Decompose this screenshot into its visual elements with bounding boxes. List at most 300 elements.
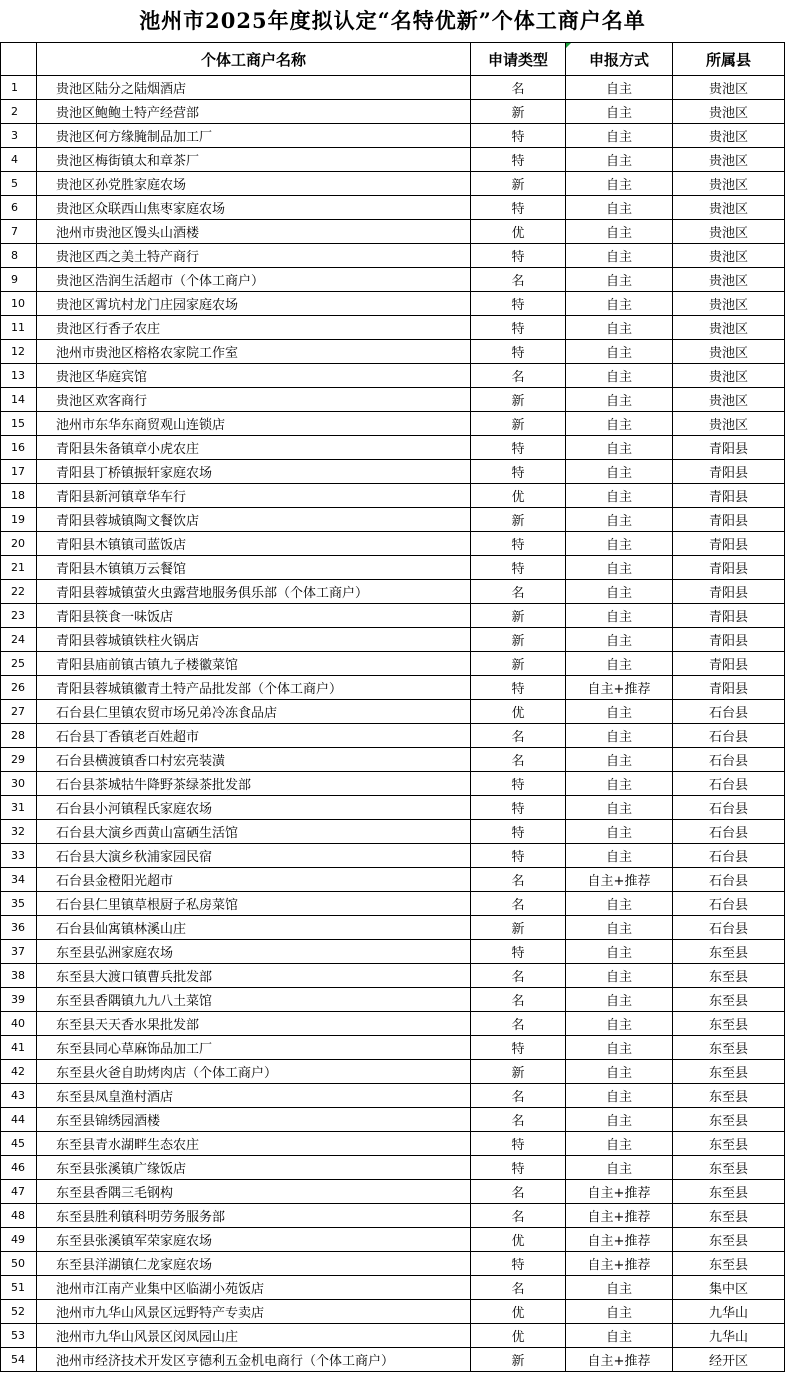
merchant-name: 石台县小河镇程氏家庭农场 bbox=[37, 796, 471, 820]
row-index: 8 bbox=[1, 244, 37, 268]
merchant-name: 池州市东华东商贸观山连锁店 bbox=[37, 412, 471, 436]
county: 贵池区 bbox=[673, 412, 785, 436]
row-index: 6 bbox=[1, 196, 37, 220]
application-method: 自主+推荐 bbox=[566, 1204, 673, 1228]
header-method: 申报方式 bbox=[566, 43, 673, 76]
table-row bbox=[1, 1228, 785, 1252]
application-method: 自主 bbox=[566, 196, 673, 220]
application-method: 自主+推荐 bbox=[566, 868, 673, 892]
application-method: 自主 bbox=[566, 556, 673, 580]
county: 东至县 bbox=[673, 1012, 785, 1036]
application-method: 自主 bbox=[566, 148, 673, 172]
application-method: 自主 bbox=[566, 436, 673, 460]
application-type: 特 bbox=[471, 436, 566, 460]
table-row bbox=[1, 940, 785, 964]
row-index: 1 bbox=[1, 76, 37, 100]
application-type: 特 bbox=[471, 340, 566, 364]
row-index: 49 bbox=[1, 1228, 37, 1252]
document-title: 池州市2025年度拟认定“名特优新”个体工商户名单 bbox=[139, 8, 646, 33]
table-row bbox=[1, 172, 785, 196]
application-type: 新 bbox=[471, 628, 566, 652]
application-type: 名 bbox=[471, 964, 566, 988]
merchant-name: 石台县金橙阳光超市 bbox=[37, 868, 471, 892]
application-method: 自主 bbox=[566, 508, 673, 532]
merchant-name: 石台县仙寓镇林溪山庄 bbox=[37, 916, 471, 940]
application-type: 优 bbox=[471, 1300, 566, 1324]
merchant-name: 青阳县蓉城镇陶文餐饮店 bbox=[37, 508, 471, 532]
row-index: 17 bbox=[1, 460, 37, 484]
application-method: 自主 bbox=[566, 124, 673, 148]
application-type: 新 bbox=[471, 604, 566, 628]
header-type: 申请类型 bbox=[471, 43, 566, 76]
application-type: 特 bbox=[471, 148, 566, 172]
row-index: 50 bbox=[1, 1252, 37, 1276]
county: 青阳县 bbox=[673, 532, 785, 556]
row-index: 46 bbox=[1, 1156, 37, 1180]
county: 贵池区 bbox=[673, 340, 785, 364]
county: 东至县 bbox=[673, 1252, 785, 1276]
table-row bbox=[1, 604, 785, 628]
merchant-name: 池州市九华山风景区远野特产专卖店 bbox=[37, 1300, 471, 1324]
merchant-name: 石台县仁里镇草根厨子私房菜馆 bbox=[37, 892, 471, 916]
application-type: 特 bbox=[471, 556, 566, 580]
application-method: 自主 bbox=[566, 772, 673, 796]
row-index: 31 bbox=[1, 796, 37, 820]
merchant-name: 青阳县蓉城镇萤火虫露营地服务俱乐部（个体工商户） bbox=[37, 580, 471, 604]
merchant-name: 池州市经济技术开发区亨德利五金机电商行（个体工商户） bbox=[37, 1348, 471, 1372]
row-index: 42 bbox=[1, 1060, 37, 1084]
merchant-name: 东至县胜利镇科明劳务服务部 bbox=[37, 1204, 471, 1228]
table-row bbox=[1, 244, 785, 268]
row-index: 12 bbox=[1, 340, 37, 364]
application-type: 特 bbox=[471, 1036, 566, 1060]
table-row bbox=[1, 220, 785, 244]
application-type: 特 bbox=[471, 124, 566, 148]
application-type: 特 bbox=[471, 844, 566, 868]
county: 石台县 bbox=[673, 700, 785, 724]
county: 贵池区 bbox=[673, 124, 785, 148]
merchant-table bbox=[0, 42, 785, 1372]
row-index: 20 bbox=[1, 532, 37, 556]
application-method: 自主+推荐 bbox=[566, 676, 673, 700]
county: 集中区 bbox=[673, 1276, 785, 1300]
merchant-name: 石台县仁里镇农贸市场兄弟冷冻食品店 bbox=[37, 700, 471, 724]
row-index: 22 bbox=[1, 580, 37, 604]
application-method: 自主 bbox=[566, 1276, 673, 1300]
county: 贵池区 bbox=[673, 292, 785, 316]
merchant-name: 石台县丁香镇老百姓超市 bbox=[37, 724, 471, 748]
table-row bbox=[1, 340, 785, 364]
row-index: 16 bbox=[1, 436, 37, 460]
application-method: 自主 bbox=[566, 604, 673, 628]
application-method: 自主 bbox=[566, 220, 673, 244]
merchant-name: 贵池区西之美土特产商行 bbox=[37, 244, 471, 268]
application-method: 自主 bbox=[566, 1132, 673, 1156]
merchant-name: 青阳县丁桥镇振轩家庭农场 bbox=[37, 460, 471, 484]
merchant-name: 石台县茶城牯牛降野茶绿茶批发部 bbox=[37, 772, 471, 796]
table-row bbox=[1, 1132, 785, 1156]
application-type: 名 bbox=[471, 988, 566, 1012]
application-method: 自主 bbox=[566, 388, 673, 412]
table-row bbox=[1, 748, 785, 772]
table-row bbox=[1, 292, 785, 316]
application-method: 自主 bbox=[566, 652, 673, 676]
header-name: 个体工商户名称 bbox=[37, 43, 471, 76]
application-type: 特 bbox=[471, 940, 566, 964]
header-county: 所属县 bbox=[673, 43, 785, 76]
application-type: 新 bbox=[471, 100, 566, 124]
application-type: 特 bbox=[471, 316, 566, 340]
county: 石台县 bbox=[673, 892, 785, 916]
row-index: 3 bbox=[1, 124, 37, 148]
application-type: 特 bbox=[471, 676, 566, 700]
application-type: 名 bbox=[471, 1180, 566, 1204]
table-row bbox=[1, 388, 785, 412]
row-index: 40 bbox=[1, 1012, 37, 1036]
county: 东至县 bbox=[673, 1204, 785, 1228]
application-type: 名 bbox=[471, 724, 566, 748]
merchant-name: 贵池区浩润生活超市（个体工商户） bbox=[37, 268, 471, 292]
table-row bbox=[1, 556, 785, 580]
application-method: 自主 bbox=[566, 820, 673, 844]
application-method: 自主 bbox=[566, 316, 673, 340]
application-type: 名 bbox=[471, 892, 566, 916]
row-index: 43 bbox=[1, 1084, 37, 1108]
table-row bbox=[1, 76, 785, 100]
application-type: 名 bbox=[471, 76, 566, 100]
county: 青阳县 bbox=[673, 580, 785, 604]
application-type: 优 bbox=[471, 1324, 566, 1348]
application-type: 优 bbox=[471, 700, 566, 724]
application-type: 特 bbox=[471, 796, 566, 820]
row-index: 34 bbox=[1, 868, 37, 892]
row-index: 30 bbox=[1, 772, 37, 796]
county: 石台县 bbox=[673, 868, 785, 892]
row-index: 28 bbox=[1, 724, 37, 748]
table-row bbox=[1, 844, 785, 868]
merchant-name: 青阳县筷食一味饭店 bbox=[37, 604, 471, 628]
county: 贵池区 bbox=[673, 220, 785, 244]
row-index: 52 bbox=[1, 1300, 37, 1324]
row-index: 38 bbox=[1, 964, 37, 988]
merchant-name: 东至县天天香水果批发部 bbox=[37, 1012, 471, 1036]
application-method: 自主 bbox=[566, 1012, 673, 1036]
county: 贵池区 bbox=[673, 364, 785, 388]
merchant-name: 东至县锦绣园酒楼 bbox=[37, 1108, 471, 1132]
application-method: 自主 bbox=[566, 1084, 673, 1108]
row-index: 53 bbox=[1, 1324, 37, 1348]
merchant-name: 贵池区华庭宾馆 bbox=[37, 364, 471, 388]
application-method: 自主+推荐 bbox=[566, 1252, 673, 1276]
merchant-name: 东至县弘洲家庭农场 bbox=[37, 940, 471, 964]
application-type: 名 bbox=[471, 268, 566, 292]
county: 青阳县 bbox=[673, 484, 785, 508]
row-index: 26 bbox=[1, 676, 37, 700]
application-method: 自主 bbox=[566, 292, 673, 316]
county: 石台县 bbox=[673, 748, 785, 772]
merchant-name: 贵池区孙党胜家庭农场 bbox=[37, 172, 471, 196]
table-row bbox=[1, 916, 785, 940]
table-body bbox=[1, 76, 785, 1372]
application-type: 名 bbox=[471, 1084, 566, 1108]
table-row bbox=[1, 820, 785, 844]
merchant-name: 东至县凤皇渔村酒店 bbox=[37, 1084, 471, 1108]
merchant-name: 池州市贵池区榕格农家院工作室 bbox=[37, 340, 471, 364]
table-row bbox=[1, 484, 785, 508]
application-type: 特 bbox=[471, 772, 566, 796]
county: 贵池区 bbox=[673, 148, 785, 172]
row-index: 27 bbox=[1, 700, 37, 724]
application-method: 自主 bbox=[566, 100, 673, 124]
application-type: 特 bbox=[471, 532, 566, 556]
application-method: 自主 bbox=[566, 628, 673, 652]
county: 东至县 bbox=[673, 940, 785, 964]
application-method: 自主+推荐 bbox=[566, 1228, 673, 1252]
application-type: 特 bbox=[471, 196, 566, 220]
merchant-name: 东至县张溪镇广缘饭店 bbox=[37, 1156, 471, 1180]
table-row bbox=[1, 1108, 785, 1132]
merchant-name: 东至县大渡口镇曹兵批发部 bbox=[37, 964, 471, 988]
county: 贵池区 bbox=[673, 196, 785, 220]
application-method: 自主 bbox=[566, 964, 673, 988]
row-index: 23 bbox=[1, 604, 37, 628]
county: 青阳县 bbox=[673, 436, 785, 460]
table-row bbox=[1, 1252, 785, 1276]
merchant-name: 青阳县木镇镇万云餐馆 bbox=[37, 556, 471, 580]
application-type: 新 bbox=[471, 412, 566, 436]
application-method: 自主 bbox=[566, 340, 673, 364]
table-row bbox=[1, 1012, 785, 1036]
county: 青阳县 bbox=[673, 628, 785, 652]
county: 九华山 bbox=[673, 1324, 785, 1348]
table-row bbox=[1, 676, 785, 700]
row-index: 15 bbox=[1, 412, 37, 436]
county: 青阳县 bbox=[673, 556, 785, 580]
table-row bbox=[1, 124, 785, 148]
table-row bbox=[1, 196, 785, 220]
table-row bbox=[1, 964, 785, 988]
county: 青阳县 bbox=[673, 508, 785, 532]
merchant-name: 石台县横渡镇香口村宏亮装潢 bbox=[37, 748, 471, 772]
table-row bbox=[1, 796, 785, 820]
county: 贵池区 bbox=[673, 76, 785, 100]
row-index: 13 bbox=[1, 364, 37, 388]
application-method: 自主 bbox=[566, 700, 673, 724]
merchant-name: 东至县青水湖畔生态农庄 bbox=[37, 1132, 471, 1156]
application-method: 自主 bbox=[566, 76, 673, 100]
application-type: 特 bbox=[471, 292, 566, 316]
merchant-name: 池州市江南产业集中区临湖小苑饭店 bbox=[37, 1276, 471, 1300]
table-row bbox=[1, 628, 785, 652]
application-method: 自主+推荐 bbox=[566, 1180, 673, 1204]
application-method: 自主 bbox=[566, 988, 673, 1012]
table-row bbox=[1, 148, 785, 172]
county: 贵池区 bbox=[673, 172, 785, 196]
table-row bbox=[1, 436, 785, 460]
row-index: 14 bbox=[1, 388, 37, 412]
merchant-name: 青阳县新河镇章华车行 bbox=[37, 484, 471, 508]
merchant-name: 东至县同心草麻饰品加工厂 bbox=[37, 1036, 471, 1060]
row-index: 54 bbox=[1, 1348, 37, 1372]
application-method: 自主 bbox=[566, 172, 673, 196]
row-index: 5 bbox=[1, 172, 37, 196]
application-method: 自主 bbox=[566, 1324, 673, 1348]
merchant-name: 贵池区霄坑村龙门庄园家庭农场 bbox=[37, 292, 471, 316]
application-method: 自主 bbox=[566, 1300, 673, 1324]
county: 贵池区 bbox=[673, 388, 785, 412]
application-type: 名 bbox=[471, 868, 566, 892]
merchant-name: 贵池区梅街镇太和章茶厂 bbox=[37, 148, 471, 172]
table-row bbox=[1, 100, 785, 124]
application-type: 新 bbox=[471, 508, 566, 532]
county: 贵池区 bbox=[673, 244, 785, 268]
table-row bbox=[1, 268, 785, 292]
row-index: 36 bbox=[1, 916, 37, 940]
row-index: 24 bbox=[1, 628, 37, 652]
merchant-name: 东至县洋湖镇仁龙家庭农场 bbox=[37, 1252, 471, 1276]
application-method: 自主 bbox=[566, 580, 673, 604]
county: 经开区 bbox=[673, 1348, 785, 1372]
application-method: 自主 bbox=[566, 844, 673, 868]
table-row bbox=[1, 724, 785, 748]
row-index: 37 bbox=[1, 940, 37, 964]
table-row bbox=[1, 1180, 785, 1204]
application-type: 名 bbox=[471, 1276, 566, 1300]
application-method: 自主+推荐 bbox=[566, 1348, 673, 1372]
table-row bbox=[1, 412, 785, 436]
merchant-name: 青阳县蓉城镇徽青土特产品批发部（个体工商户） bbox=[37, 676, 471, 700]
application-type: 新 bbox=[471, 1348, 566, 1372]
county: 石台县 bbox=[673, 844, 785, 868]
merchant-name: 贵池区何方缘腌制品加工厂 bbox=[37, 124, 471, 148]
merchant-name: 青阳县蓉城镇铁柱火锅店 bbox=[37, 628, 471, 652]
row-index: 39 bbox=[1, 988, 37, 1012]
row-index: 19 bbox=[1, 508, 37, 532]
application-method: 自主 bbox=[566, 364, 673, 388]
county: 贵池区 bbox=[673, 268, 785, 292]
county: 贵池区 bbox=[673, 100, 785, 124]
application-method: 自主 bbox=[566, 244, 673, 268]
county: 石台县 bbox=[673, 916, 785, 940]
row-index: 25 bbox=[1, 652, 37, 676]
application-type: 名 bbox=[471, 748, 566, 772]
row-index: 4 bbox=[1, 148, 37, 172]
table-row bbox=[1, 364, 785, 388]
row-index: 48 bbox=[1, 1204, 37, 1228]
table-row bbox=[1, 1204, 785, 1228]
county: 东至县 bbox=[673, 1132, 785, 1156]
merchant-name: 池州市贵池区馒头山酒楼 bbox=[37, 220, 471, 244]
application-type: 优 bbox=[471, 220, 566, 244]
table-row bbox=[1, 988, 785, 1012]
application-type: 优 bbox=[471, 484, 566, 508]
application-method: 自主 bbox=[566, 892, 673, 916]
application-method: 自主 bbox=[566, 796, 673, 820]
header-index bbox=[1, 43, 37, 76]
merchant-name: 石台县大演乡西黄山富硒生活馆 bbox=[37, 820, 471, 844]
county: 九华山 bbox=[673, 1300, 785, 1324]
county: 东至县 bbox=[673, 1180, 785, 1204]
county: 石台县 bbox=[673, 820, 785, 844]
merchant-name: 石台县大演乡秋浦家园民宿 bbox=[37, 844, 471, 868]
table-row bbox=[1, 652, 785, 676]
merchant-name: 东至县香隅镇九九八土菜馆 bbox=[37, 988, 471, 1012]
county: 青阳县 bbox=[673, 676, 785, 700]
row-index: 47 bbox=[1, 1180, 37, 1204]
table-header-row bbox=[1, 43, 785, 76]
application-type: 名 bbox=[471, 1108, 566, 1132]
application-type: 新 bbox=[471, 916, 566, 940]
merchant-name: 贵池区鲍鲍土特产经营部 bbox=[37, 100, 471, 124]
county: 石台县 bbox=[673, 772, 785, 796]
application-type: 新 bbox=[471, 1060, 566, 1084]
application-method: 自主 bbox=[566, 460, 673, 484]
county: 青阳县 bbox=[673, 460, 785, 484]
row-index: 9 bbox=[1, 268, 37, 292]
table-row bbox=[1, 1324, 785, 1348]
county: 东至县 bbox=[673, 988, 785, 1012]
merchant-name: 东至县香隅三毛钢构 bbox=[37, 1180, 471, 1204]
merchant-name: 东至县张溪镇军荣家庭农场 bbox=[37, 1228, 471, 1252]
table-row bbox=[1, 772, 785, 796]
county: 贵池区 bbox=[673, 316, 785, 340]
application-method: 自主 bbox=[566, 1060, 673, 1084]
table-row bbox=[1, 1348, 785, 1372]
merchant-name: 青阳县庙前镇古镇九子楼徽菜馆 bbox=[37, 652, 471, 676]
row-index: 33 bbox=[1, 844, 37, 868]
merchant-name: 池州市九华山风景区闵凤园山庄 bbox=[37, 1324, 471, 1348]
row-index: 10 bbox=[1, 292, 37, 316]
county: 东至县 bbox=[673, 1084, 785, 1108]
application-type: 特 bbox=[471, 1156, 566, 1180]
application-method: 自主 bbox=[566, 412, 673, 436]
merchant-name: 贵池区行香子农庄 bbox=[37, 316, 471, 340]
application-method: 自主 bbox=[566, 1036, 673, 1060]
county: 石台县 bbox=[673, 796, 785, 820]
table-row bbox=[1, 508, 785, 532]
application-method: 自主 bbox=[566, 748, 673, 772]
row-index: 21 bbox=[1, 556, 37, 580]
application-method: 自主 bbox=[566, 724, 673, 748]
table-row bbox=[1, 1300, 785, 1324]
row-index: 45 bbox=[1, 1132, 37, 1156]
application-type: 名 bbox=[471, 1204, 566, 1228]
table-row bbox=[1, 700, 785, 724]
table-row bbox=[1, 892, 785, 916]
application-type: 名 bbox=[471, 1012, 566, 1036]
county: 青阳县 bbox=[673, 652, 785, 676]
row-index: 51 bbox=[1, 1276, 37, 1300]
county: 东至县 bbox=[673, 1156, 785, 1180]
merchant-name: 贵池区欢客商行 bbox=[37, 388, 471, 412]
merchant-name: 贵池区陆分之陆烟酒店 bbox=[37, 76, 471, 100]
merchant-name: 青阳县木镇镇司蓝饭店 bbox=[37, 532, 471, 556]
application-type: 新 bbox=[471, 172, 566, 196]
row-index: 7 bbox=[1, 220, 37, 244]
table-row bbox=[1, 1084, 785, 1108]
application-method: 自主 bbox=[566, 484, 673, 508]
county: 东至县 bbox=[673, 1108, 785, 1132]
row-index: 41 bbox=[1, 1036, 37, 1060]
application-type: 新 bbox=[471, 388, 566, 412]
county: 东至县 bbox=[673, 1036, 785, 1060]
row-index: 18 bbox=[1, 484, 37, 508]
table-row bbox=[1, 532, 785, 556]
table-row bbox=[1, 316, 785, 340]
application-type: 特 bbox=[471, 460, 566, 484]
county: 东至县 bbox=[673, 1228, 785, 1252]
merchant-name: 青阳县朱备镇章小虎农庄 bbox=[37, 436, 471, 460]
